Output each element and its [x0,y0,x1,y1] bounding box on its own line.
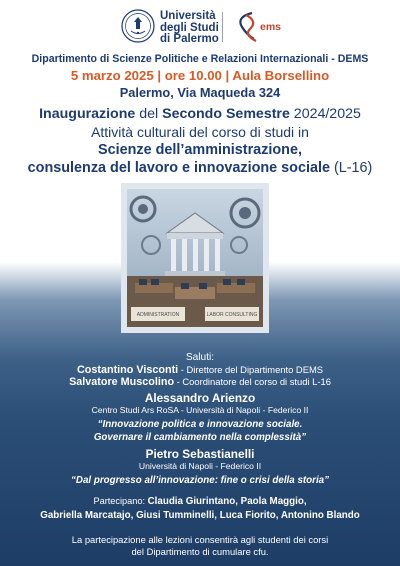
illustration-sign-right: LABOR CONSULTING [206,312,258,318]
university-name-line: degli Studi [160,21,219,34]
speaker-name: Alessandro Arienzo [144,391,256,405]
header-logos [0,8,400,50]
university-name-line: Università [160,10,216,22]
greetings-label: Saluti: [185,352,215,363]
greeting-role: - Direttore del Dipartimento DEMS [178,364,324,375]
participants-label: Partecipano: [93,496,148,506]
event-address: Palermo, Via Maqueda 324 [119,85,281,100]
credit-note-line: La partecipazione alle lezioni consentirà agli studenti dei corsi [71,534,329,545]
greeting-line [0,364,400,376]
course-name-line1: Scienze dell’amministrazione, [98,142,302,158]
greeting-role: - Coordinatore del corso di studi L-16 [174,376,331,387]
inauguration-connector: del [135,106,163,122]
credit-note-line: del Dipartimento di cumulare cfu. [131,546,269,557]
logo-divider [222,12,223,42]
greeting-line [0,376,400,388]
course-code: (L-16) [329,160,373,176]
university-name [160,11,219,46]
talk-title-line: “Dal progresso all’innovazione: fine o crisi della storia” [70,475,330,486]
inauguration-heading [0,106,400,122]
department-name: Dipartimento di Scienze Politiche e Relazioni Internazionali - DEMS [31,53,369,65]
participants-names: Claudia Giurintano, Paola Maggio, [147,496,307,507]
talk-title-line: Governare il cambiamento nella complessità” [93,432,307,443]
participants-line [0,496,400,507]
university-seal-icon [121,9,155,43]
speaker-affiliation: Centro Studi Ars RoSA - Università di Napoli - Federico II [91,405,309,415]
activity-line: Attività culturali del corso di studi in [91,124,309,140]
greeting-name: Salvatore Muscolino [69,376,175,388]
university-name-line: di Palermo [160,33,219,45]
event-illustration [121,183,269,333]
participants-names-line2: Gabriella Marcatajo, Giusi Tumminelli, Luca Fiorito, Antonino Blando [40,510,360,521]
talk-title-line: “Innovazione politica e innovazione sociale. [97,419,303,430]
speaker-name: Pietro Sebastianelli [145,447,255,461]
speaker-affiliation: Università di Napoli - Federico II [138,461,262,471]
course-name-line2 [0,160,400,176]
semester-word: Secondo Semestre [162,106,290,122]
dems-logo-text: ems [260,21,282,33]
course-name-text: consulenza del lavoro e innovazione sociale [27,160,330,176]
event-date-time-room: 5 marzo 2025 | ore 10.00 | Aula Borsellino [70,68,330,83]
illustration-sign-left: ADMINISTRATION [136,312,180,318]
academic-year: 2024/2025 [289,106,361,122]
inauguration-word: Inaugurazione [39,106,136,122]
greeting-name: Costantino Visconti [76,364,179,376]
